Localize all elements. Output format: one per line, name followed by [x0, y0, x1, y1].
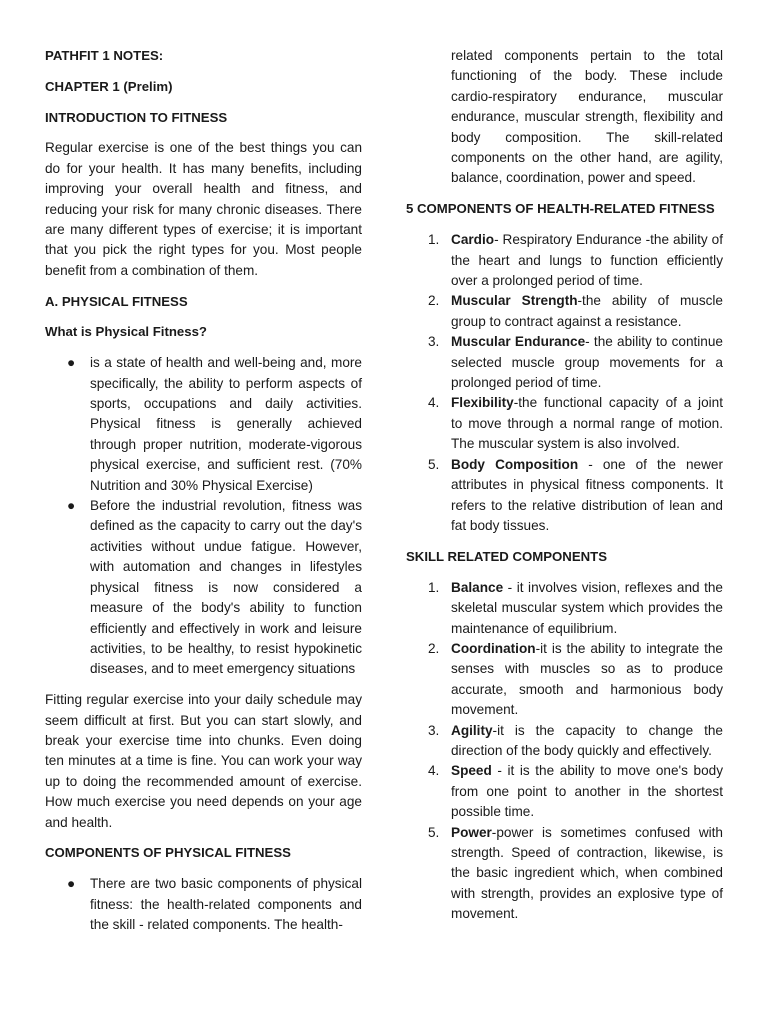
item-number: 1. — [428, 579, 440, 595]
item-term: Body Composition — [451, 456, 579, 472]
item-text: -the functional capacity of a joint to move through a normal range of motion. The muscular system is also involved. — [451, 395, 723, 452]
physical-fitness-question: What is Physical Fitness? — [45, 324, 207, 340]
bullet-text: is a state of health and well-being and, more specifically, the ability to perform aspects of sports, occupations and daily activities. Physical fitness is generally achieved through proper nutrition, moderate-vigorous physical exercise, and sufficient rest. (70% Nutrition and 30% Physical Exercise) — [90, 355, 362, 493]
item-number: 1. — [428, 232, 440, 248]
list-item — [406, 761, 723, 822]
list-item — [406, 639, 723, 721]
item-number: 5. — [428, 824, 440, 840]
components-continued-text: related components pertain to the total functioning of the body. These include cardio-respiratory endurance, muscular endurance, muscular strength, flexibility and body composition. The skill-related components on the other hand, are agility, balance, coordination, power and speed. — [451, 48, 723, 186]
item-text: - one of the newer attributes in physical fitness components. It refers to the relative distribution of lean and fat body tissues. — [451, 456, 724, 533]
item-term: Cardio — [451, 232, 495, 248]
list-item — [45, 874, 362, 935]
bullet-icon: ● — [67, 355, 76, 371]
intro-paragraph: Regular exercise is one of the best things you can do for your health. It has many benefits, including improving your overall health and fitness, and reducing your risk for many chronic diseases. There are many different types of exercise; it is important that you pick the right types for you. Most people benefit from a combination of them. — [45, 140, 362, 278]
item-term: Speed — [451, 763, 492, 779]
item-term: Coordination — [451, 640, 536, 656]
physical-fitness-bullet-list — [45, 353, 362, 680]
item-text: - the ability to continue selected muscle group movements for a prolonged period of time. — [451, 334, 723, 391]
bullet-text: Before the industrial revolution, fitness was defined as the capacity to carry out the day's activities without undue fatigue. However, with automation and changes in lifestyles physical fitness is now considered a measure of the body's ability to function efficiently and effectively in work and leisure activities, to be healthy, to resist hypokinetic diseases, and to meet emergency situations — [90, 498, 362, 677]
list-item — [406, 291, 723, 332]
fitting-exercise-paragraph: Fitting regular exercise into your daily schedule may seem difficult at first. But you can start slowly, and break your exercise time into chunks. Even doing ten minutes at a time is fine. You can work your way up to doing the recommended amount of exercise. How much exercise you need depends on your age and health. — [45, 692, 362, 830]
components-bullet-list — [45, 874, 362, 935]
skill-related-heading: SKILL RELATED COMPONENTS — [406, 548, 607, 564]
item-number: 3. — [428, 334, 440, 350]
list-item — [406, 578, 723, 639]
list-item — [406, 230, 723, 291]
item-text: - it is the ability to move one's body from one point to another in the shortest possible time. — [451, 763, 723, 820]
item-number: 4. — [428, 395, 440, 411]
item-term: Agility — [451, 722, 493, 738]
list-item — [406, 823, 723, 925]
physical-fitness-heading: A. PHYSICAL FITNESS — [45, 293, 188, 309]
bullet-icon: ● — [67, 876, 76, 892]
list-item — [406, 721, 723, 762]
item-number: 2. — [428, 293, 440, 309]
item-number: 4. — [428, 763, 440, 779]
list-item — [406, 332, 723, 393]
item-text: -it is the ability to integrate the senses with muscles so as to produce accurate, smooth and harmonious body movement. — [451, 640, 723, 718]
list-item — [45, 353, 362, 496]
item-term: Balance — [451, 579, 504, 595]
health-related-list — [406, 230, 723, 536]
bullet-icon: ● — [67, 498, 76, 514]
item-text: - Respiratory Endurance -the ability of the heart and lungs to function efficiently over a prolonged period of time. — [451, 232, 723, 289]
item-term: Flexibility — [451, 395, 514, 411]
item-term: Power — [451, 824, 492, 840]
skill-related-list — [406, 578, 723, 925]
item-text: -power is sometimes confused with strength. Speed of contraction, likewise, is the basic ingredient which, when combined with strength, provides an explosive type of movement. — [451, 824, 723, 922]
intro-heading: INTRODUCTION TO FITNESS — [45, 109, 228, 125]
item-text: -it is the capacity to change the direction of the body quickly and effectively. — [451, 722, 723, 758]
list-item — [45, 496, 362, 680]
document-title: PATHFIT 1 NOTES: — [45, 48, 164, 63]
right-column — [406, 46, 723, 925]
health-related-heading: 5 COMPONENTS OF HEALTH-RELATED FITNESS — [406, 201, 715, 217]
item-number: 3. — [428, 722, 440, 738]
left-column — [45, 46, 362, 935]
item-number: 2. — [428, 640, 440, 656]
item-text: - it involves vision, reflexes and the skeletal muscular system which provides the maintenance of equilibrium. — [451, 579, 723, 636]
list-item — [406, 393, 723, 454]
bullet-text: There are two basic components of physical fitness: the health-related components and the skill - related components. The health- — [90, 876, 362, 932]
item-term: Muscular Endurance — [451, 334, 586, 350]
item-number: 5. — [428, 456, 440, 472]
components-heading: COMPONENTS OF PHYSICAL FITNESS — [45, 845, 291, 861]
item-term: Muscular Strength — [451, 293, 578, 309]
list-item — [406, 455, 723, 537]
item-text: -the ability of muscle group to contract against a resistance. — [451, 293, 723, 329]
chapter-heading: CHAPTER 1 (Prelim) — [45, 78, 173, 94]
